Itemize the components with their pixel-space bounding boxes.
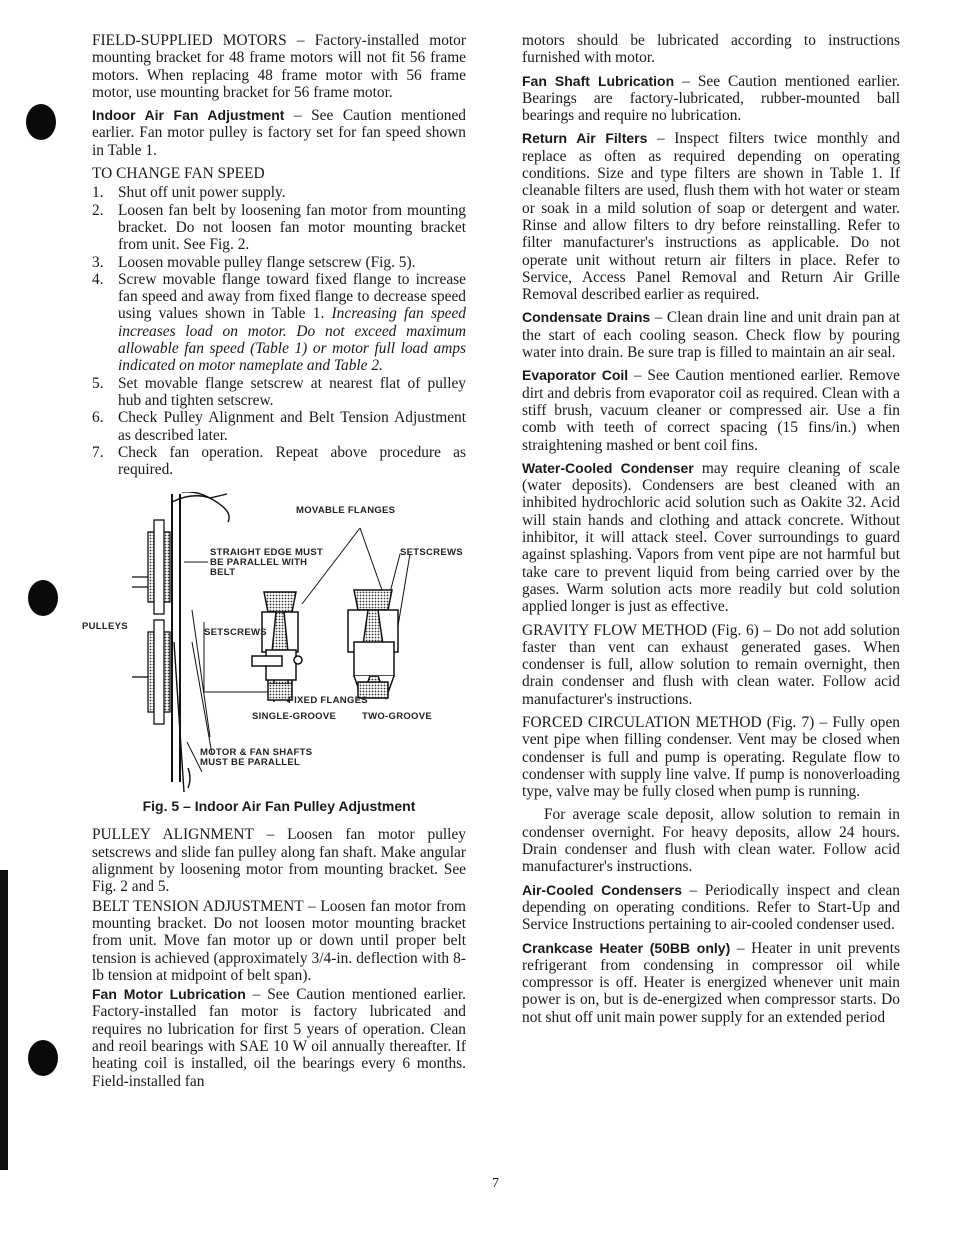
water-cooled-condenser-paragraph: Water-Cooled Condenser may require cleaning of scale (water deposits). Condensers are best cleaned with an inhibited hydrochloric acid solution such as Oakite 32. Acid will stain hands and clothing and attack concrete. Without inhibitor, it will attack steel. Cover surroundings to guard against splashing. Vapors from vent pipe are not harmful but take care to prevent liquid from being carried over by the gases. Warm solution acts more readily but cold solution applied longer is just as effective.	[522, 459, 900, 616]
fan-shaft-heading: Fan Shaft Lubrication	[522, 72, 675, 89]
fixed-flanges-label: FIXED FLANGES	[288, 695, 368, 707]
evaporator-coil-heading: Evaporator Coil	[522, 367, 629, 384]
step-item: 3. Loosen movable pulley flange setscrew (Fig. 5).	[92, 253, 416, 271]
scan-edge	[0, 870, 8, 1170]
step-item: 4. Screw movable flange toward fixed flange to increase fan speed and away from fixed flange to decrease speed using values shown in Table 1. Increasing fan speed increases load on motor. Do not exceed maximum allowable fan speed (Table 1) or motor full load amps indicated on motor nameplate and Table 2.	[92, 270, 466, 375]
left-pulleys	[132, 520, 170, 724]
two-groove-label: TWO-GROOVE	[362, 711, 433, 723]
field-supplied-motors-paragraph: FIELD-SUPPLIED MOTORS – Factory-installed motor mounting bracket for 48 frame motors will not fit 56 frame motors. When replacing 48 frame motor with 56 frame motor, use mounting bracket for 56 frame motor.	[92, 32, 466, 101]
condensate-drains-heading: Condensate Drains	[522, 309, 651, 326]
pulley-alignment-paragraph: PULLEY ALIGNMENT – Loosen fan motor pulley setscrews and slide fan pulley along fan shaft. Make angular alignment by loosening motor from mounting bracket. See Fig. 2 and 5.	[92, 826, 466, 896]
evaporator-coil-paragraph: Evaporator Coil – See Caution mentioned earlier. Remove dirt and debris from evaporator coil as required. Clean with a stiff brush, vacuum cleaner or compressed air. Use a fin comb with teeth of correct spacing (15 fins/in.) when straightening mashed or bent coil fins.	[522, 367, 900, 454]
water-cooled-condenser-heading: Water-Cooled Condenser	[522, 459, 694, 476]
left-column	[82, 32, 467, 1096]
shafts-parallel-label: MOTOR & FAN SHAFTS MUST BE PARALLEL	[200, 747, 313, 769]
gravity-flow-paragraph: GRAVITY FLOW METHOD (Fig. 6) – Do not add solution faster than vent can exhaust generated gases. When condenser is full, allow solution to remain overnight, then drain condenser and flush with clean water. Follow acid manufacturer's instructions.	[522, 621, 900, 708]
step-item: 5. Set movable flange setscrew at nearest flat of pulley hub and tighten setscrew.	[92, 374, 466, 409]
air-cooled-condensers-paragraph: Air-Cooled Condensers – Periodically inspect and clean depending on operating conditions. Refer to Start-Up and Service Instructions pertaining to air-cooled condenser used.	[522, 881, 900, 934]
step-item: 6. Check Pulley Alignment and Belt Tension Adjustment as described later.	[92, 409, 466, 444]
belt-tension-paragraph: BELT TENSION ADJUSTMENT – Loosen fan motor from mounting bracket. Do not loosen motor mounting bracket from unit. Move fan motor up or down until proper belt tension is achieved (approximately 3/4-in. deflection with 8-lb tension at midpoint of belt span).	[92, 897, 466, 984]
fan-motor-lubrication-heading: Fan Motor Lubrication	[92, 986, 246, 1003]
single-groove-label: SINGLE-GROOVE	[252, 711, 337, 723]
step-warning: Increasing fan speed increases load on motor. Do not exceed maximum allowable fan speed (Table 1) or motor full load amps indicated on motor nameplate and Table 2.	[118, 305, 466, 375]
step-item: 1. Shut off unit power supply.	[92, 184, 286, 202]
setscrews-left-label: SETSCREWS	[204, 627, 267, 639]
binder-hole-1	[26, 104, 56, 140]
single-groove-pulley	[252, 592, 302, 702]
two-groove-pulley	[348, 590, 398, 698]
movable-flanges-label: MOVABLE FLANGES	[296, 505, 396, 517]
indoor-air-fan-text: – See Caution mentioned earlier. Fan motor pulley is factory set for fan speed shown in Table 1.	[92, 107, 467, 159]
motors-lubricated-paragraph: motors should be lubricated according to instructions furnished with motor.	[522, 32, 900, 67]
change-fan-speed-heading: TO CHANGE FAN SPEED	[92, 165, 265, 183]
average-scale-paragraph: For average scale deposit, allow solution to remain in condenser overnight. For heavy deposits, allow 24 hours. Drain condenser and flush with clean water. Follow acid manufacturer's instructions.	[522, 806, 900, 876]
crankcase-heater-heading: Crankcase Heater (50BB only)	[522, 939, 731, 956]
fan-motor-lubrication-text: – See Caution mentioned earlier. Factory-installed fan motor is factory lubricated and requires no lubrication for first 5 years of operation. Clean and reoil bearings with SAE 10 W oil annually thereafter. If heating coil is installed, oil the bearings every 6 months. Field-installed fan	[92, 986, 467, 1090]
change-fan-speed-steps	[92, 184, 466, 478]
condensate-drains-paragraph: Condensate Drains – Clean drain line and unit drain pan at the start of each cooling season. Check flow by pouring water into drain. Be sure trap is filled to maintain an air seal.	[522, 309, 900, 362]
straight-edge-label: STRAIGHT EDGE MUST BE PARALLEL WITH BELT	[210, 547, 324, 579]
step-item: 7. Check fan operation. Repeat above procedure as required.	[92, 443, 466, 479]
setscrews-right-label: SETSCREWS	[400, 547, 463, 559]
crankcase-heater-paragraph: Crankcase Heater (50BB only) – Heater in unit prevents refrigerant from condensing in compressor oil while compressor is off. Heater is energized whenever unit main power is on, but is de-energized when compressor starts. Do not shut off unit main power supply for an extended period	[522, 939, 900, 1026]
return-air-filters-paragraph: Return Air Filters – Inspect filters twice monthly and replace as often as required depending on operating conditions. Size and type filters are shown in Table 1. If cleanable filters are used, flush them with hot water or steam or soak in a mild solution of soap or detergent and water. Rinse and allow filters to dry before reinstalling. Refer to filter manufacturer's instructions as applicable. Do not operate unit without return air filters in place. Refer to Service, Access Panel Removal and Return Air Grille Removal described earlier as required.	[522, 130, 900, 304]
fig5-pulley-diagram	[82, 492, 466, 792]
indoor-air-fan-heading: Indoor Air Fan Adjustment	[92, 107, 285, 124]
pulleys-label: PULLEYS	[82, 621, 128, 633]
binder-hole-2	[28, 580, 58, 616]
forced-circulation-paragraph: FORCED CIRCULATION METHOD (Fig. 7) – Fully open vent pipe when filling condenser. Vent may be closed when condenser is full and pump is operating. Regulate flow to condenser with supply line valve. If pump is nonoverloading type, valve may be fully closed when pump is running.	[522, 713, 900, 801]
fan-motor-lubrication-paragraph	[92, 986, 466, 1090]
fan-shaft-paragraph: Fan Shaft Lubrication – See Caution mentioned earlier. Bearings are factory-lubricated, rubber-mounted ball bearings and require no lubrication.	[522, 72, 901, 125]
fig5-caption: Fig. 5 – Indoor Air Fan Pulley Adjustment	[142, 798, 416, 815]
return-air-filters-heading: Return Air Filters	[522, 130, 648, 147]
page-number: 7	[492, 1176, 499, 1191]
indoor-air-fan-paragraph	[92, 107, 466, 159]
step-item: 2. Loosen fan belt by loosening fan motor from mounting bracket. Do not loosen fan motor mounting bracket from unit. See Fig. 2.	[92, 201, 466, 254]
air-cooled-condensers-heading: Air-Cooled Condensers	[522, 881, 683, 898]
right-column	[522, 32, 900, 1032]
binder-hole-3	[28, 1040, 58, 1076]
